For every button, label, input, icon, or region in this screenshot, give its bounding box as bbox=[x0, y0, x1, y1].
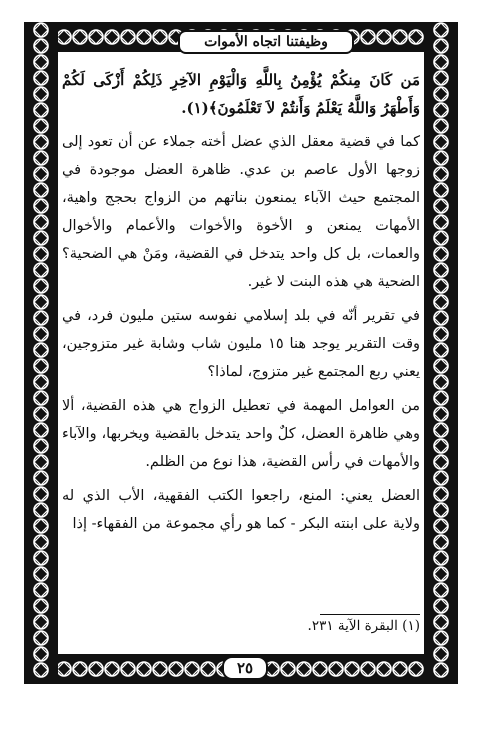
footnote: (١) البقرة الآية ٢٣١. bbox=[307, 618, 420, 634]
page-number: ٢٥ bbox=[236, 659, 254, 677]
running-header bbox=[178, 30, 354, 54]
paragraph-2: في تقرير أنّه في بلد إسلامي نفوسه ستين مليون فرد، في وقت التقرير يوجد هنا ١٥ مليون شاب وشابة غير متزوجين، يعني ربع المجتمع غير متزوج، لماذا؟ bbox=[62, 308, 421, 380]
quran-verse: مَن كَانَ مِنكُمْ يُؤْمِنُ بِاللَّهِ وَالْيَوْمِ الآخِرِ ذَلِكُمْ أَزْكَى لَكُمْ وَأَطْهَرُ وَاللَّهُ يَعْلَمُ وَأَنتُمْ لاَ تَعْلَمُونَ﴾(١). bbox=[62, 71, 420, 117]
page-number-cartouche bbox=[222, 656, 268, 680]
ornamental-border-right bbox=[424, 22, 458, 684]
main-text bbox=[62, 66, 420, 544]
paragraph-3: من العوامل المهمة في تعطيل الزواج هي هذه القضية، ألا وهي ظاهرة العضل، كلٌ واحد يتدخل بالقضية ويخربها، والآباء والأمهات في رأس القضية، هذا نوع من الظلم. bbox=[62, 398, 420, 470]
paragraph-1: كما في قضية معقل الذي عضل أخته جملاء عن أن تعود إلى زوجها الأول عاصم بن عدي. ظاهرة العضل موجودة في المجتمع حيث الآباء يمنعون بناتهم من الزواج بحجج واهية، الأمهات يمنعن و الأخوة والأخوات والأعمام والأخوال والعمات، بل كل واحد يتدخل في القضية، ومَنْ هي الضحية؟ الضحية هي هذه البنت لا غير. bbox=[62, 134, 420, 290]
chapter-title: وظيفتنا اتجاه الأموات bbox=[204, 34, 328, 50]
ornamental-border-left bbox=[24, 22, 58, 684]
footnote-divider bbox=[320, 614, 420, 615]
paragraph-4: العضل يعني: المنع، راجعوا الكتب الفقهية، الأب الذي له ولاية على ابنته البكر - كما هو رأي مجموعة من الفقهاء- إذا bbox=[62, 488, 420, 532]
